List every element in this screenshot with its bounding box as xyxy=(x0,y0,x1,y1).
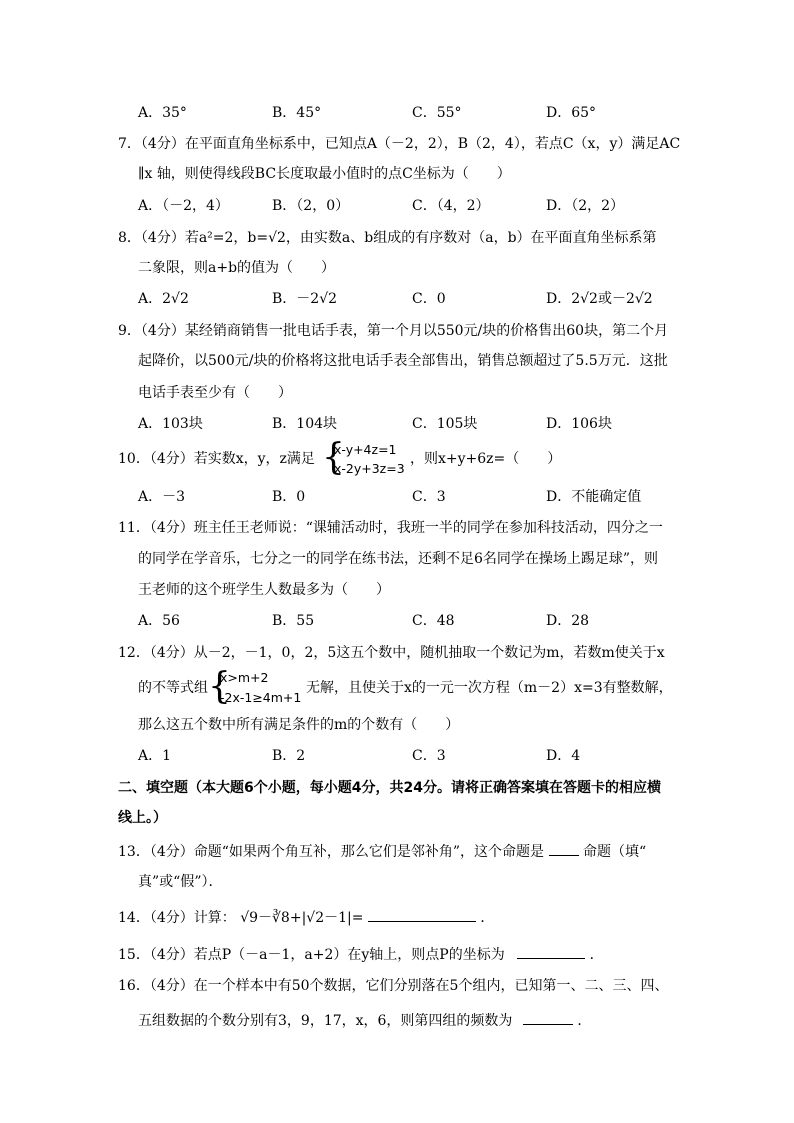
q8-option-c: C．0 xyxy=(412,291,446,307)
q9-stem-line3: 电话手表至少有（ ） xyxy=(138,385,292,401)
q6-option-a: A．35° xyxy=(138,105,187,121)
q12-option-d: D．4 xyxy=(546,748,581,764)
q13-stem-line2: 真”或“假”）． xyxy=(138,874,223,890)
q12-option-c: C．3 xyxy=(412,748,446,764)
q10-option-c: C．3 xyxy=(412,489,446,505)
q10-system-brace: { xyxy=(322,437,345,478)
q9-stem-line2: 起降价，以500元/块的价格将这批电话手表全部售出，销售总额超过了5.5万元．这批 xyxy=(138,353,668,369)
q12-system-brace: { xyxy=(208,666,231,707)
q12-stem-line1: 12．（4分）从－2，－1，0，2，5这五个数中，随机抽取一个数记为m，若数m使关于x xyxy=(118,645,665,661)
q13-text-a: 13．（4分）命题“如果两个角互补，那么它们是邻补角”，这个命题是 xyxy=(118,844,545,860)
q16-stem-line1: 16．（4分）在一个样本中有50个数据，它们分别落在5个组内，已知第一、二、三、四、 xyxy=(118,978,669,994)
q13-stem-line1 xyxy=(118,841,646,862)
q12-option-a: A．1 xyxy=(138,748,172,764)
section-heading-line2: 线上。） xyxy=(118,810,167,826)
q14-stem xyxy=(118,907,494,928)
q8-stem-line1: 8．（4分）若a²=2，b=√2，由实数a、b组成的有序数对（a，b）在平面直角坐标系第 xyxy=(118,230,657,246)
q16-text: 五组数据的个数分别有3，9，17，x，6，则第四组的频数为 xyxy=(138,1013,513,1029)
q6-option-d: D．65° xyxy=(546,105,597,121)
q11-stem-line2: 的同学在学音乐，七分之一的同学在练书法，还剩不足6名同学在操场上踢足球”，则 xyxy=(138,551,659,567)
q11-option-a: A．56 xyxy=(138,613,180,629)
q11-stem-line3: 王老师的这个班学生人数最多为（ ） xyxy=(138,582,390,598)
section-heading-line1: 二、填空题（本大题6个小题，每小题4分，共24分。请将正确答案填在答题卡的相应横 xyxy=(118,780,661,796)
q12-stem-line3: 那么这五个数中所有满足条件的m的个数有（ ） xyxy=(138,717,460,733)
q8-stem-line2: 二象限，则a+b的值为（ ） xyxy=(138,260,336,276)
q14-answer-blank[interactable] xyxy=(368,907,476,922)
q12-inequality-2: -2x-1≥4m+1 xyxy=(220,690,302,705)
q12-stem-prefix2: 的不等式组 xyxy=(138,680,208,696)
q10-equation-1: x-y+4z=1 xyxy=(334,442,397,457)
q13-answer-blank[interactable] xyxy=(549,841,579,856)
q12-stem-suffix2: 无解，且使关于x的一元一次方程（m－2）x=3有整数解， xyxy=(306,680,673,696)
q14-prefix: 14．（4分）计算： xyxy=(118,910,236,926)
q12-option-b: B．2 xyxy=(272,748,306,764)
q10-option-b: B．0 xyxy=(272,489,306,505)
q7-option-c: C．（4，2） xyxy=(412,198,490,214)
q6-option-b: B．45° xyxy=(272,105,322,121)
q9-option-c: C．105块 xyxy=(412,416,478,432)
q14-end: ． xyxy=(480,910,495,926)
q10-equation-2: x-2y+3z=3 xyxy=(334,461,405,476)
q6-option-c: C．55° xyxy=(412,105,462,121)
q7-stem-line1: 7．（4分）在平面直角坐标系中，已知点A（－2，2），B（2，4），若点C（x，y）满足AC xyxy=(118,136,681,152)
q10-option-a: A．－3 xyxy=(138,489,186,505)
q13-text-b: 命题（填“ xyxy=(582,844,647,860)
q10-option-d: D．不能确定值 xyxy=(546,489,642,505)
q12-inequality-1: x>m+2 xyxy=(220,670,269,685)
q11-option-b: B．55 xyxy=(272,613,315,629)
q8-option-b: B．－2√2 xyxy=(272,291,338,307)
q9-option-d: D．106块 xyxy=(546,416,612,432)
q11-option-c: C．48 xyxy=(412,613,455,629)
q15-prefix: 15．（4分）若点P（－a－1，a+2）在y轴上，则点P的坐标为 xyxy=(118,947,505,963)
q7-option-b: B．（2，0） xyxy=(272,198,350,214)
q15-answer-blank[interactable] xyxy=(517,944,585,959)
q10-stem-suffix: ，则x+y+6z=（ ） xyxy=(410,451,562,467)
q15-stem xyxy=(118,944,604,965)
q16-stem-line2 xyxy=(138,1010,591,1031)
q8-option-a: A．2√2 xyxy=(138,291,189,307)
q16-end: ． xyxy=(577,1013,592,1029)
q11-stem-line1: 11．（4分）班主任王老师说：“课辅活动时，我班一半的同学在参加科技活动，四分之一 xyxy=(118,520,663,536)
q7-option-a: A．（－2，4） xyxy=(138,198,229,214)
q9-option-b: B．104块 xyxy=(272,416,338,432)
q8-option-d: D．2√2或－2√2 xyxy=(546,291,653,307)
q9-option-a: A．103块 xyxy=(138,416,203,432)
q9-stem-line1: 9．（4分）某经销商销售一批电话手表，第一个月以550元/块的价格售出60块，第二个月 xyxy=(118,323,669,339)
q14-expression: √9－∛8+|√2－1|= xyxy=(240,910,364,926)
q7-stem-line2: ∥x 轴，则使得线段BC长度取最小值时的点C坐标为（ ） xyxy=(138,166,511,182)
q15-end: ． xyxy=(589,947,604,963)
q10-stem-prefix: 10．（4分）若实数x，y，z满足 xyxy=(118,451,315,467)
q7-option-d: D．（2，2） xyxy=(546,198,625,214)
q16-answer-blank[interactable] xyxy=(523,1010,573,1025)
q11-option-d: D．28 xyxy=(546,613,590,629)
